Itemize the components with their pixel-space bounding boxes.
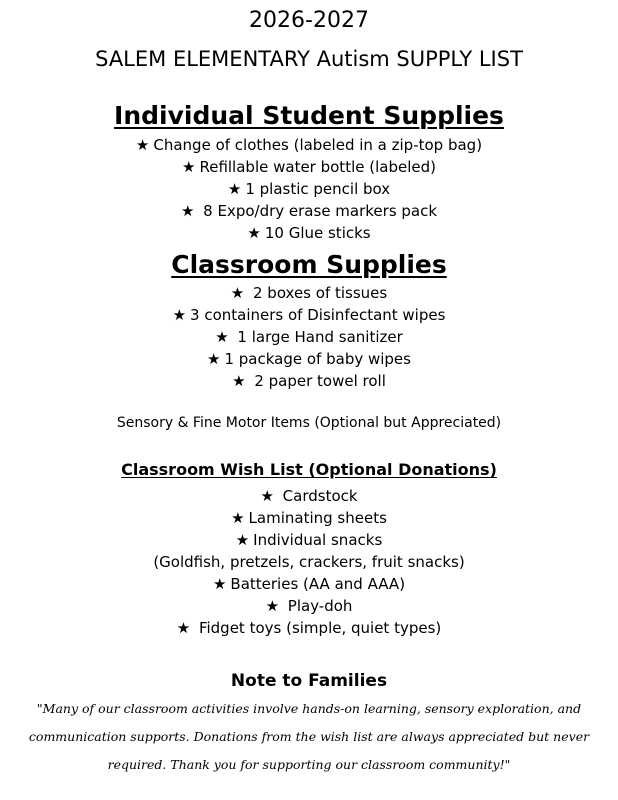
star-icon: ★	[231, 509, 245, 527]
school-year: 2026-2027	[249, 8, 369, 33]
star-icon: ★	[135, 136, 150, 154]
list-item-label: 1 package of baby wipes	[224, 350, 411, 368]
star-icon: ★	[247, 224, 261, 242]
list-item-label: Cardstock	[277, 487, 358, 505]
note-line: "Many of our classroom activities involve hands-on learning, sensory exploration, and	[36, 701, 582, 716]
wish-list-heading: Classroom Wish List (Optional Donations)	[121, 460, 497, 479]
list-item	[0, 138, 618, 153]
list-item	[0, 226, 618, 241]
list-item-label: Batteries (AA and AAA)	[230, 575, 406, 593]
list-item	[0, 204, 618, 219]
list-item	[0, 286, 618, 301]
star-icon: ★	[230, 284, 245, 302]
list-item-detail: (Goldfish, pretzels, crackers, fruit snacks)	[153, 553, 465, 571]
star-icon: ★	[232, 372, 246, 390]
list-item-label: 2 paper towel roll	[249, 372, 386, 390]
star-icon: ★	[207, 350, 221, 368]
list-item	[0, 599, 618, 614]
page-title: SALEM ELEMENTARY Autism SUPPLY LIST	[95, 47, 523, 71]
star-icon: ★	[182, 158, 196, 176]
list-item	[0, 533, 618, 548]
star-icon: ★	[227, 180, 242, 198]
list-item	[0, 577, 618, 592]
star-icon: ★	[176, 619, 191, 637]
note-line: communication supports. Donations from the wish list are always appreciated but never	[28, 729, 590, 744]
list-item	[0, 308, 618, 323]
note-line: required. Thank you for supporting our classroom community!"	[107, 757, 511, 772]
list-item-label: Fidget toys (simple, quiet types)	[194, 619, 442, 637]
list-item-label: 2 boxes of tissues	[248, 284, 388, 302]
list-item-label: Refillable water bottle (labeled)	[199, 158, 436, 176]
list-item-label: Change of clothes (labeled in a zip-top bag)	[153, 136, 483, 154]
list-item	[0, 182, 618, 197]
star-icon: ★	[235, 531, 250, 549]
list-item-label: 10 Glue sticks	[264, 224, 371, 242]
list-item-label: Individual snacks	[253, 531, 383, 549]
note-heading: Note to Families	[230, 671, 388, 691]
list-item-label: 1 plastic pencil box	[245, 180, 391, 198]
star-icon: ★	[212, 575, 227, 593]
list-item	[0, 511, 618, 526]
sensory-items-line: Sensory & Fine Motor Items (Optional but Appreciated)	[116, 415, 502, 431]
list-item	[0, 374, 618, 389]
classroom-supplies-heading: Classroom Supplies	[171, 250, 447, 279]
list-item-label: Laminating sheets	[248, 509, 387, 527]
list-item	[0, 160, 618, 175]
list-item-label: 3 containers of Disinfectant wipes	[190, 306, 446, 324]
list-item	[0, 352, 618, 367]
list-item	[0, 621, 618, 636]
individual-supplies-heading: Individual Student Supplies	[114, 101, 504, 130]
star-icon: ★	[180, 202, 195, 220]
list-item-label: Play-doh	[283, 597, 353, 615]
star-icon: ★	[215, 328, 229, 346]
star-icon: ★	[260, 487, 274, 505]
list-item-label: 1 large Hand sanitizer	[232, 328, 403, 346]
list-item	[0, 330, 618, 345]
star-icon: ★	[172, 306, 187, 324]
star-icon: ★	[265, 597, 280, 615]
list-item-label: 8 Expo/dry erase markers pack	[198, 202, 438, 220]
list-item	[0, 489, 618, 504]
